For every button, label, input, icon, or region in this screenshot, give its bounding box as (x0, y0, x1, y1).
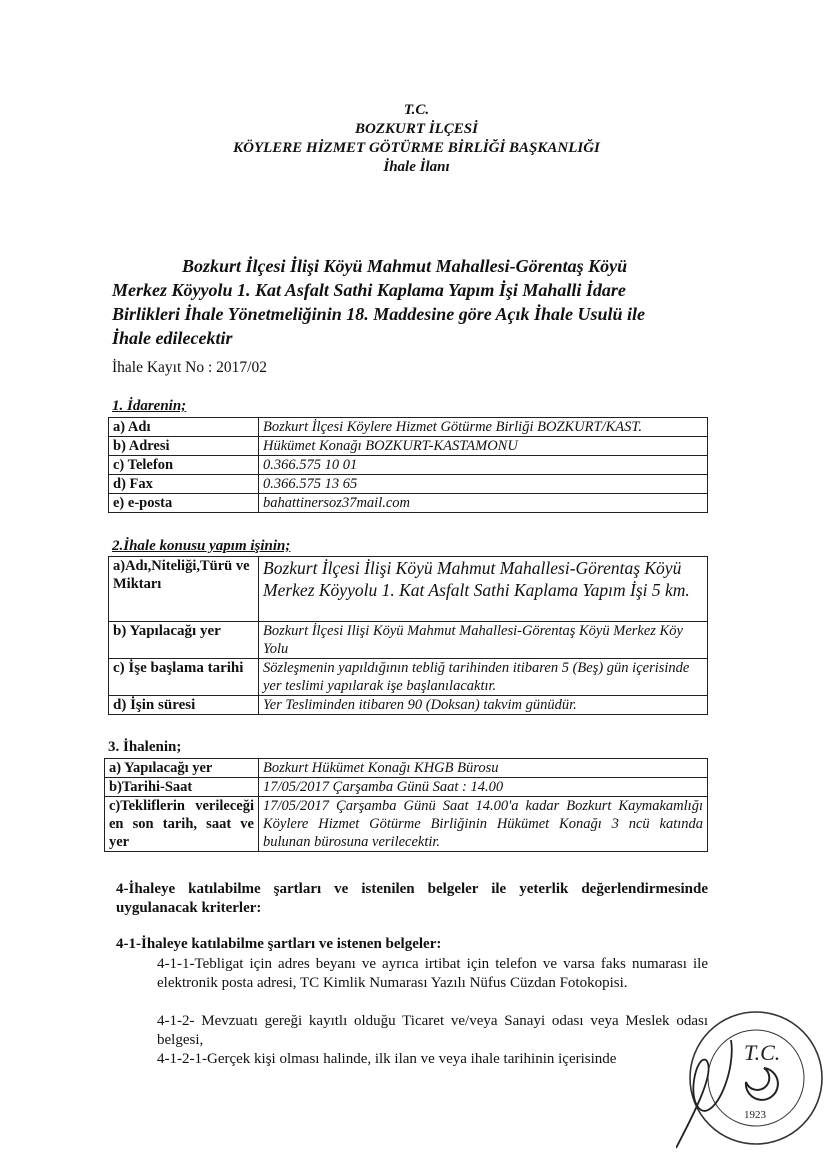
row-key: d) İşin süresi (109, 696, 259, 715)
row-value: 17/05/2017 Çarşamba Günü Saat : 14.00 (259, 778, 708, 797)
table-row (105, 759, 708, 778)
table-row (105, 778, 708, 797)
intro-line-4: İhale edilecektir (112, 328, 233, 348)
row-key: b) Adresi (109, 437, 259, 456)
row-key: d) Fax (109, 475, 259, 494)
table-row (109, 494, 708, 513)
row-key: c) Telefon (109, 456, 259, 475)
table-row (109, 659, 708, 696)
row-key: e) e-posta (109, 494, 259, 513)
signature-mark (676, 1040, 732, 1148)
row-value: Bozkurt Hükümet Konağı KHGB Bürosu (259, 759, 708, 778)
row-value: 0.366.575 10 01 (259, 456, 708, 475)
intro-line-3: Birlikleri İhale Yönetmeliğinin 18. Maddesine göre Açık İhale Usulü ile (112, 304, 646, 324)
row-value: 0.366.575 13 65 (259, 475, 708, 494)
row-value: 17/05/2017 Çarşamba Günü Saat 14.00'a kadar Bozkurt Kaymakamlığı Köylere Hizmet Götürme Birliğinin Hükümet Konağı 3 ncü katında bulunan bürosuna verilecektir. (259, 797, 708, 852)
intro-line-2: Merkez Köyyolu 1. Kat Asfalt Sathi Kaplama Yapım İşi Mahalli İdare (112, 280, 626, 300)
stamp-year: 1923 (744, 1109, 766, 1121)
ihale-kayit-no: İhale Kayıt No : 2017/02 (112, 359, 267, 376)
table-row (109, 418, 708, 437)
row-value: Bozkurt İlçesi Köylere Hizmet Götürme Birliği BOZKURT/KAST. (259, 418, 708, 437)
table-row (105, 797, 708, 852)
table-row (109, 696, 708, 715)
row-key: b) Yapılacağı yer (109, 622, 259, 659)
paragraph-4-1-1: 4-1-1-Tebligat için adres beyanı ve ayrıca irtibat için telefon ve varsa faks numarası ile elektronik posta adresi, TC Kimlik Numarası Yazılı Nüfus Cüzdan Fotokopisi. (157, 956, 708, 991)
row-value: Bozkurt İlçesi İlişi Köyü Mahmut Mahallesi-Görentaş Köyü Merkez Köyyolu 1. Kat Asfalt Sathi Kaplama Yapım İşi 5 km. (259, 557, 708, 622)
paragraph-4-1-2: 4-1-2- Mevzuatı gereği kayıtlı olduğu Ticaret ve/veya Sanayi odası veya Meslek odası belgesi, (157, 1013, 708, 1048)
row-key: a) Adı (109, 418, 259, 437)
section-4-1-title: 4-1-İhaleye katılabilme şartları ve istenen belgeler: (116, 936, 442, 952)
row-key: c)Tekliflerin verileceği en son tarih, saat ve yer (105, 797, 259, 852)
row-key: b)Tarihi-Saat (105, 778, 259, 797)
intro-line-1: Bozkurt İlçesi İlişi Köyü Mahmut Mahallesi-Görentaş Köyü (182, 256, 628, 276)
table-row (109, 437, 708, 456)
row-value: Hükümet Konağı BOZKURT-KASTAMONU (259, 437, 708, 456)
row-value: bahattinersoz37mail.com (259, 494, 708, 513)
stamp-text-top: T.C. (744, 1040, 781, 1065)
table-row (109, 456, 708, 475)
section-4-title: 4-İhaleye katılabilme şartları ve istenilen belgeler ile yeterlik değerlendirmesinde uygulanacak kriterler: (116, 881, 708, 916)
header-tc: T.C. (403, 102, 430, 118)
row-value: Bozkurt İlçesi Ilişi Köyü Mahmut Mahallesi-Görentaş Köyü Merkez Köy Yolu (259, 622, 708, 659)
header-ihale-ilani: İhale İlanı (383, 159, 450, 175)
header-ilce: BOZKURT İLÇESİ (355, 121, 478, 137)
paragraph-4-1-2-1: 4-1-2-1-Gerçek kişi olması halinde, ilk ilan ve veya ihale tarihinin içerisinde (157, 1051, 617, 1067)
section-2-table (108, 556, 708, 715)
row-value: Yer Tesliminden itibaren 90 (Doksan) takvim günüdür. (259, 696, 708, 715)
section-1-title: 1. İdarenin; (112, 398, 187, 414)
official-stamp (676, 1000, 826, 1150)
row-key: a)Adı,Niteliği,Türü ve Miktarı (109, 557, 259, 622)
table-row (109, 622, 708, 659)
row-key: c) İşe başlama tarihi (109, 659, 259, 696)
section-3-title: 3. İhalenin; (108, 739, 182, 755)
table-row (109, 557, 708, 622)
header-baskanlik: KÖYLERE HİZMET GÖTÜRME BİRLİĞİ BAŞKANLIĞI (233, 140, 600, 156)
row-value: Sözleşmenin yapıldığının tebliğ tarihinden itibaren 5 (Beş) gün içerisinde yer teslimi yapılarak işe başlanılacaktır. (259, 659, 708, 696)
section-2-title: 2.İhale konusu yapım işinin; (112, 538, 291, 554)
section-3-table (104, 758, 708, 852)
row-key: a) Yapılacağı yer (105, 759, 259, 778)
table-row (109, 475, 708, 494)
intro-paragraph (112, 254, 716, 350)
section-1-table (108, 417, 708, 513)
